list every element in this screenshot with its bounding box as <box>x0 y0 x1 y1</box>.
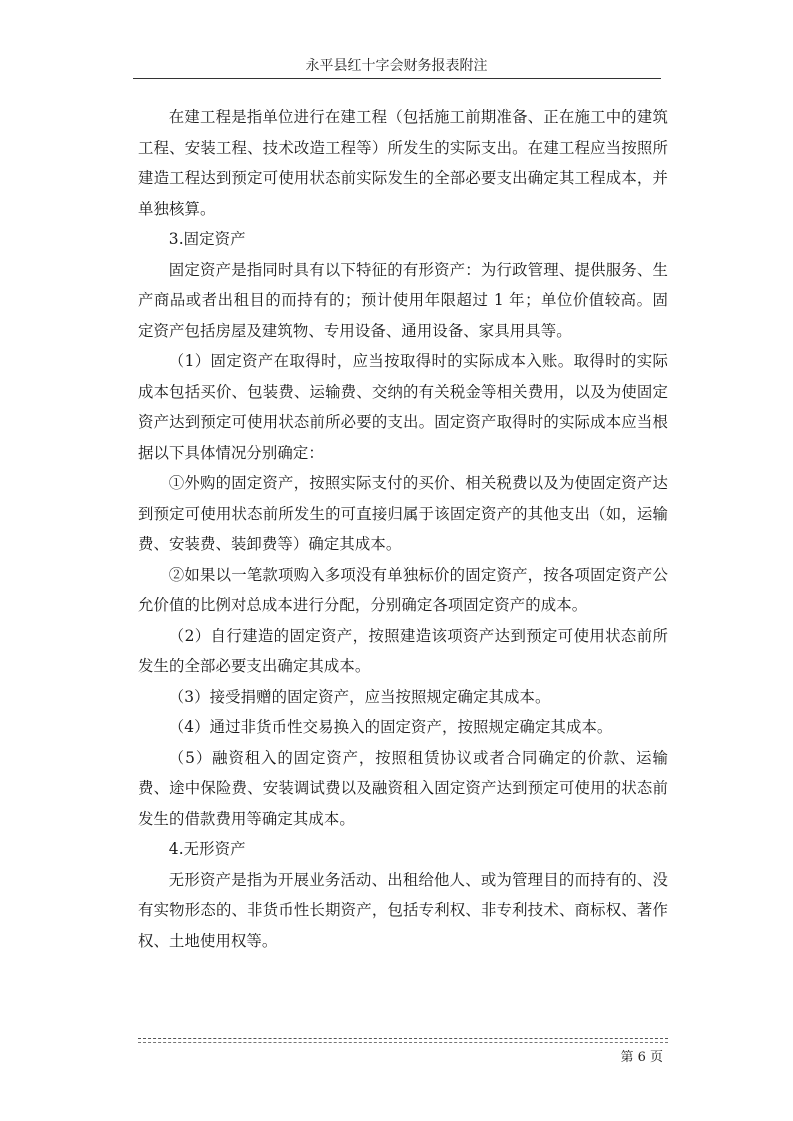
document-header-title: 永平县红十字会财务报表附注 <box>305 58 488 74</box>
paragraph-intangible-assets-definition: 无形资产是指为开展业务活动、出租给他人、或为管理目的而持有的、没有实物形态的、非货币性长期资产，包括专利权、非专利技术、商标权、著作权、土地使用权等。 <box>138 870 668 950</box>
page-number: 第 6 页 <box>620 1050 663 1065</box>
section-heading-fixed-assets: 3.固定资产 <box>168 230 246 248</box>
paragraph-construction-in-progress: 在建工程是指单位进行在建工程（包括施工前期准备、正在施工中的建筑工程、安装工程、技术改造工程等）所发生的实际支出。在建工程应当按照所建造工程达到预定可使用状态前实际发生的全部必要支出确定其工程成本，并单独核算。 <box>138 108 668 218</box>
paragraph-fixed-assets-sub-2: ②如果以一笔款项购入多项没有单独标价的固定资产，按各项固定资产公允价值的比例对总成本进行分配，分别确定各项固定资产的成本。 <box>138 565 668 614</box>
paragraph-fixed-assets-item-1: （1）固定资产在取得时，应当按取得时的实际成本入账。取得时的实际成本包括买价、包装费、运输费、交纳的有关税金等相关费用，以及为使固定资产达到预定可使用状态前所必要的支出。固定资产取得时的实际成本应当根据以下具体情况分别确定： <box>138 352 668 462</box>
header-divider <box>133 78 661 79</box>
section-heading-intangible-assets: 4.无形资产 <box>168 840 246 858</box>
paragraph-fixed-assets-definition: 固定资产是指同时具有以下特征的有形资产：为行政管理、提供服务、生产商品或者出租目的而持有的；预计使用年限超过 1 年；单位价值较高。固定资产包括房屋及建筑物、专用设备、通用设备、家具用具等。 <box>138 260 668 340</box>
paragraph-fixed-assets-item-5: （5）融资租入的固定资产，按照租赁协议或者合同确定的价款、运输费、途中保险费、安装调试费以及融资租入固定资产达到预定可使用的状态前发生的借款费用等确定其成本。 <box>138 748 668 828</box>
paragraph-fixed-assets-item-4: （4）通过非货币性交易换入的固定资产，按照规定确定其成本。 <box>168 718 613 736</box>
paragraph-fixed-assets-item-3: （3）接受捐赠的固定资产，应当按照规定确定其成本。 <box>168 687 551 706</box>
paragraph-fixed-assets-sub-1: ①外购的固定资产，按照实际支付的买价、相关税费以及为使固定资产达到预定可使用状态前所发生的可直接归属于该固定资产的其他支出（如，运输费、安装费、装卸费等）确定其成本。 <box>138 474 668 553</box>
paragraph-fixed-assets-item-2: （2）自行建造的固定资产，按照建造该项资产达到预定可使用状态前所发生的全部必要支出确定其成本。 <box>138 626 668 675</box>
footer-divider <box>138 1038 668 1039</box>
footer-divider-secondary <box>138 1042 668 1043</box>
document-body <box>138 102 668 956</box>
